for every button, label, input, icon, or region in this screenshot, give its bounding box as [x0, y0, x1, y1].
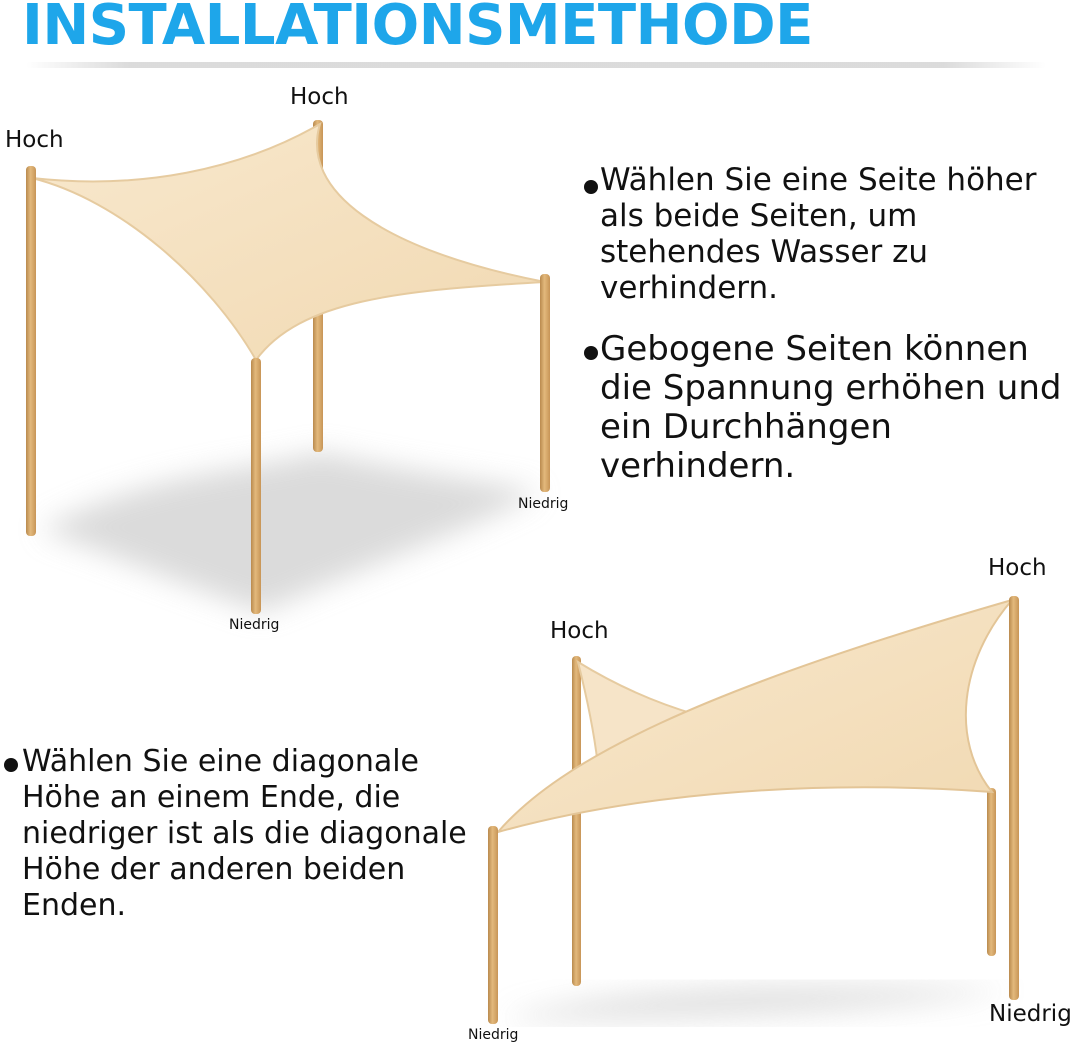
label-niedrig-right: Niedrig — [518, 496, 569, 512]
bullet-text-1: Wählen Sie eine Seite höher als beide Seiten, um stehendes Wasser zu verhindern. — [600, 162, 1037, 306]
bullet-text-2: Gebogene Seiten können die Spannung erhöhen und ein Durchhängen verhindern. — [600, 329, 1062, 486]
bullet-dot-icon — [4, 758, 18, 772]
bullet-item-1 — [600, 162, 1070, 306]
label-niedrig-right-bottom: Niedrig — [989, 1001, 1072, 1027]
pole-front-right — [1009, 596, 1019, 1000]
bullet-dot-icon — [584, 346, 598, 360]
ground-shadow-bottom — [500, 986, 1010, 1020]
bullet-item-3 — [22, 744, 472, 924]
bullet-text-3: Wählen Sie eine diagonale Höhe an einem Ende, die niedriger ist als die diagonale Höhe der anderen beiden Enden. — [22, 744, 467, 923]
pole-back-right — [987, 788, 996, 956]
page-title: INSTALLATIONSMETHODE — [22, 0, 813, 58]
label-hoch-top: Hoch — [290, 84, 349, 110]
pole-front-left — [488, 826, 498, 1024]
bullet-item-2 — [600, 330, 1078, 486]
label-hoch-right-bottom: Hoch — [988, 555, 1047, 581]
label-hoch-left-bottom: Hoch — [550, 618, 609, 644]
label-hoch-left: Hoch — [5, 127, 64, 153]
pole-back-left — [572, 656, 581, 986]
label-niedrig-left-bottom: Niedrig — [468, 1027, 519, 1043]
label-niedrig-bottom: Niedrig — [229, 617, 280, 633]
bullet-dot-icon — [584, 180, 598, 194]
